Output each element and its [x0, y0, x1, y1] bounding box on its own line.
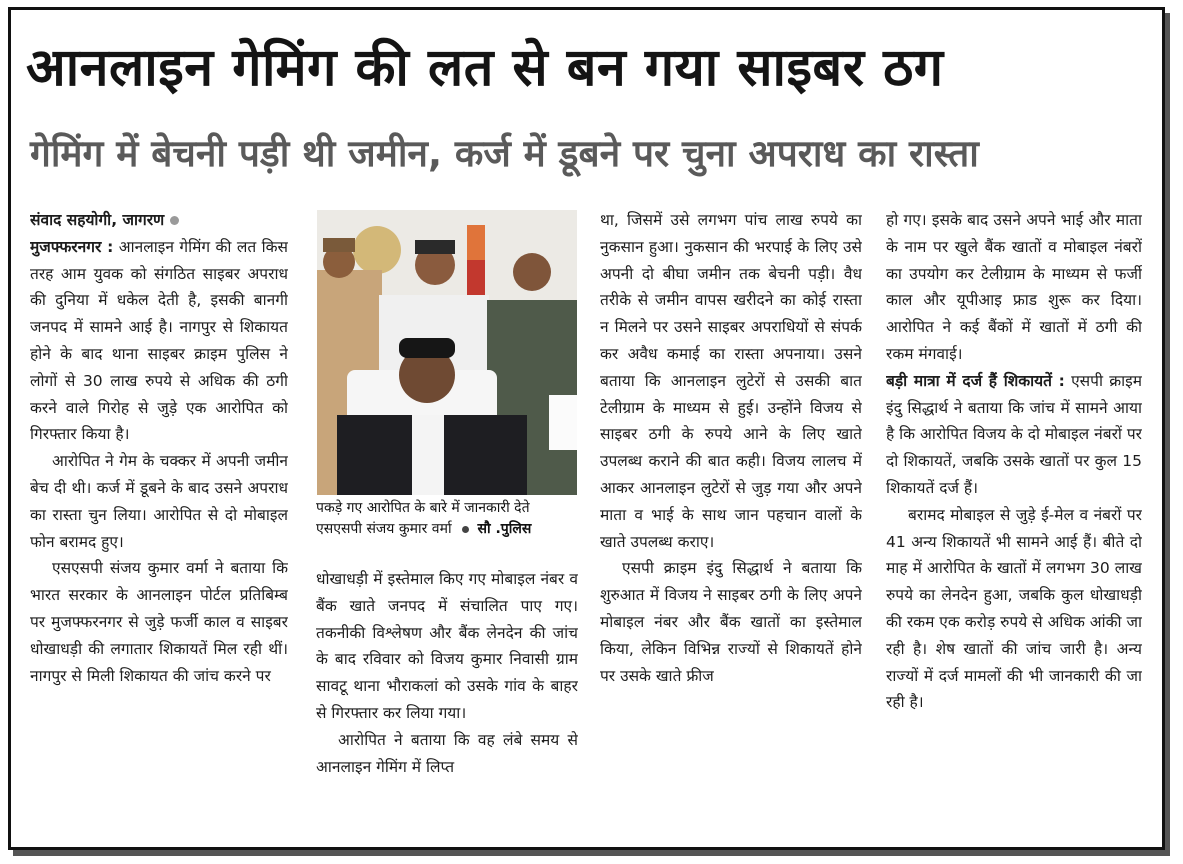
column-3 — [600, 207, 862, 832]
paragraph: एसपी क्राइम इंदु सिद्धार्थ ने बताया कि शुरुआत में विजय ने साइबर ठगी के लिए अपने मोबाइल नंबर और बैंक खातों का इस्तेमाल किया, लेकिन विभिन्न राज्यों से शिकायतें होने पर उसके खाते फ्रीज — [600, 559, 862, 685]
column-1 — [30, 207, 288, 832]
photo-illustration — [317, 210, 577, 495]
byline — [30, 207, 288, 448]
column-4 — [886, 207, 1142, 832]
paragraph — [886, 368, 1142, 502]
caption-text: पकड़े गए आरोपित के बारे में जानकारी देते एसएसपी संजय कुमार वर्मा — [316, 500, 530, 537]
dateline-place: मुजफ्फरनगर : — [30, 237, 114, 256]
paragraph: धोखाधड़ी में इस्तेमाल किए गए मोबाइल नंबर व बैंक खाते जनपद में संचालित पाए गए। तकनीकी विश्लेषण और बैंक लेनदेन की जांच के बाद रविवार को विजय कुमार निवासी ग्राम सावटू थाना भौराकलां को उसके गांव के बाहर से गिरफ्तार कर लिया गया। — [316, 570, 578, 722]
paragraph-text: एसपी क्राइम इंदु सिद्धार्थ ने बताया कि जांच में सामने आया है कि आरोपित विजय के दो मोबाइल नंबरों पर दो शिकायतें, जबकि उसके खातों पर कुल 15 शिकायतें दर्ज हैं। — [886, 371, 1142, 497]
paragraph: आरोपित ने गेम के चक्कर में अपनी जमीन बेच दी थी। कर्ज में डूबने के बाद उसने अपराध का रास्ता चुन लिया। आरोपित से दो मोबाइल फोन बरामद हुए। — [30, 452, 288, 551]
headline: आनलाइन गेमिंग की लत से बन गया साइबर ठग — [26, 38, 944, 98]
news-photo — [317, 210, 577, 495]
column-2 — [316, 566, 578, 834]
paragraph: एसएसपी संजय कुमार वर्मा ने बताया कि भारत सरकार के आनलाइन पोर्टल प्रतिबिम्ब पर मुजफ्फरनगर से जुड़े फर्जी काल व साइबर धोखाधड़ी की लगातार शिकायतें मिल रही थीं। नागपुर से मिली शिकायत की जांच करने पर — [30, 559, 288, 685]
bullet-dot-icon — [170, 216, 179, 225]
subheadline: गेमिंग में बेचनी पड़ी थी जमीन, कर्ज में डूबने पर चुना अपराध का रास्ता — [30, 132, 979, 175]
paragraph: बरामद मोबाइल से जुड़े ई-मेल व नंबरों पर 41 अन्य शिकायतें भी सामने आई हैं। बीते दो माह में आरोपित के खातों में लगभग 30 लाख रुपये का लेनदेन हुआ, जबकि कुल धोखाधड़ी की रकम एक करोड़ रुपये से अधिक आंकी जा रही है। शेष खातों की जांच जारी है। अन्य राज्यों में दर्ज मामलों की भी जानकारी की जा रही है। — [886, 505, 1142, 712]
paragraph: हो गए। इसके बाद उसने अपने भाई और माता के नाम पर खुले बैंक खातों व मोबाइल नंबरों का उपयोग कर टेलीग्राम के माध्यम से फर्जी काल और यूपीआइ फ्राड शुरू कर दिया। आरोपित ने कई बैंकों में खातों में ठगी की रकम मंगवाई। — [886, 211, 1142, 363]
section-subhead: बड़ी मात्रा में दर्ज हैं शिकायतें : — [886, 371, 1065, 390]
bullet-dot-icon — [462, 526, 469, 533]
byline-source: संवाद सहयोगी, जागरण — [30, 211, 165, 229]
paragraph: आरोपित ने बताया कि वह लंबे समय से आनलाइन गेमिंग में लिप्त — [316, 730, 578, 776]
photo-credit: सौ .पुलिस — [477, 521, 532, 537]
lead-paragraph: आनलाइन गेमिंग की लत किस तरह आम युवक को संगठित साइबर अपराध की दुनिया में धकेल देती है, इसकी बानगी जनपद में सामने आई है। नागपुर से शिकायत होने के बाद थाना साइबर क्राइम पुलिस ने लोगों से 30 लाख रुपये से अधिक की ठगी करने वाले गिरोह से जुड़े एक आरोपित को गिरफ्तार किया है। — [30, 237, 288, 444]
photo-caption — [316, 498, 580, 540]
paragraph: था, जिसमें उसे लगभग पांच लाख रुपये का नुकसान हुआ। नुकसान की भरपाई के लिए उसे अपनी दो बीघा जमीन तक बेचनी पड़ी। वैध तरीके से जमीन वापस खरीदने का कोई रास्ता न मिलने पर उसने साइबर अपराधियों से संपर्क कर अवैध कमाई का रास्ता अपनाया। उसने बताया कि आनलाइन लुटेरों से उसकी बात टेलीग्राम के माध्यम से हुई। उन्होंने विजय से साइबर ठगी के रुपये आने के लिए खाते उपलब्ध कराने की बात कही। विजय लालच में आकर आनलाइन लुटेरों से जुड़ गया और अपने माता व भाई के साथ जान पहचान वालों के खाते उपलब्ध कराए। — [600, 211, 862, 551]
